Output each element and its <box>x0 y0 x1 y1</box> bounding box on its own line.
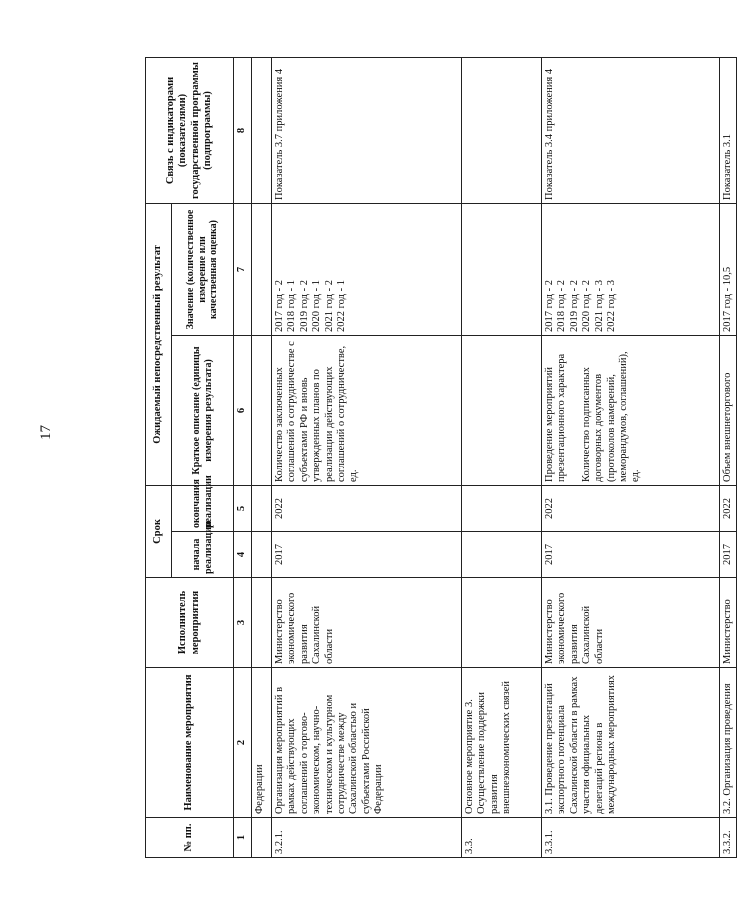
value-line: 2020 год - 2 <box>581 280 593 332</box>
row-num: 3.3.2. <box>720 818 737 858</box>
header-result-value: Значение (количественное измерение или качественная оценка) <box>172 203 234 335</box>
rotated-table-container <box>145 58 733 858</box>
value-line: 2022 год - 1 <box>335 280 347 332</box>
row-desc <box>542 335 720 485</box>
value-line: 2018 год - 1 <box>286 280 298 332</box>
row-num: 3.3. <box>462 818 542 858</box>
row-end: 2022 <box>720 485 737 531</box>
row-name: Основное мероприятие 3. Осуществление поддержки развития внешнеэкономических связей <box>462 668 542 818</box>
header-link: Связь с индикаторами (показателями) государственной программы (подпрограммы) <box>146 57 234 203</box>
value-line: 2019 год - 2 <box>568 280 580 332</box>
row-values <box>542 203 720 335</box>
row-link: Показатель 3.1 <box>720 57 737 203</box>
row-desc: Объем внешнеторгового <box>720 335 737 485</box>
header-term: Срок <box>146 485 172 577</box>
federation-label: Федерации <box>252 668 272 818</box>
index-cell: 2 <box>234 668 252 818</box>
table-row <box>542 57 720 857</box>
row-executor: Министерство экономического развития Сахалинской области <box>272 578 462 668</box>
header-term-start: начала реализации <box>172 532 234 578</box>
index-cell: 4 <box>234 532 252 578</box>
index-row <box>234 57 252 857</box>
value-line: 2021 год - 2 <box>323 280 335 332</box>
row-end: 2022 <box>542 485 720 531</box>
value-line: 2017 год - 2 <box>274 280 285 332</box>
header-result-desc: Краткое описание (единицы измерения результата) <box>172 335 234 485</box>
row-start: 2017 <box>542 532 720 578</box>
row-executor: Министерство <box>720 578 737 668</box>
row-link: Показатель 3.7 приложения 4 <box>272 57 462 203</box>
value-line: 2021 год - 3 <box>593 280 605 332</box>
index-cell: 3 <box>234 578 252 668</box>
value-line: 2020 год - 1 <box>311 280 323 332</box>
index-cell: 6 <box>234 335 252 485</box>
row-values: 2017 год - 10,5 <box>720 203 737 335</box>
header-executor: Исполнитель мероприятия <box>146 578 234 668</box>
page-number: 17 <box>38 425 54 440</box>
row-desc-line: Проведение мероприятий презентационного характера <box>544 353 568 482</box>
table-row <box>272 57 462 857</box>
row-values <box>272 203 462 335</box>
table-row <box>720 57 737 857</box>
header-term-end: окончания реализации <box>172 485 234 531</box>
activities-table <box>145 57 737 858</box>
value-line: 2022 год - 3 <box>605 280 617 332</box>
header-num: № пп. <box>146 818 234 858</box>
value-line: 2019 год - 2 <box>298 280 310 332</box>
row-desc-line: Количество подписанных договорных документов (протоколов намерений, меморандумов, соглашений), ед. <box>580 351 642 482</box>
header-name: Наименование мероприятия <box>146 668 234 818</box>
index-cell: 1 <box>234 818 252 858</box>
row-start: 2017 <box>720 532 737 578</box>
row-desc: Количество заключенных соглашений о сотрудничестве с субъектами РФ и вновь утвержденных планов по реализации действующих соглашений о сотрудничестве, ед. <box>272 335 462 485</box>
header-result: Ожидаемый непосредственный результат <box>146 203 172 485</box>
row-end: 2022 <box>272 485 462 531</box>
row-num: 3.2.1. <box>272 818 462 858</box>
index-cell: 7 <box>234 203 252 335</box>
table-row-federation <box>252 57 272 857</box>
index-cell: 5 <box>234 485 252 531</box>
row-executor: Министерство экономического развития Сахалинской области <box>542 578 720 668</box>
value-line: 2017 год - 2 <box>544 280 555 332</box>
value-line: 2018 год - 2 <box>556 280 568 332</box>
row-name: 3.1. Проведение презентаций экспортного потенциала Сахалинской области в рамках участия официальных делегаций региона в международных мероприятиях <box>542 668 720 818</box>
row-link: Показатель 3.4 приложения 4 <box>542 57 720 203</box>
row-name: Организация мероприятий в рамках действующих соглашений о торгово-экономическом, научно-техническом и культурном сотрудничестве между Сахалинской областью и субъектами Российской Федерации <box>272 668 462 818</box>
row-name: 3.2. Организация проведения <box>720 668 737 818</box>
row-num: 3.3.1. <box>542 818 720 858</box>
table-row <box>462 57 542 857</box>
row-start: 2017 <box>272 532 462 578</box>
index-cell: 8 <box>234 57 252 203</box>
